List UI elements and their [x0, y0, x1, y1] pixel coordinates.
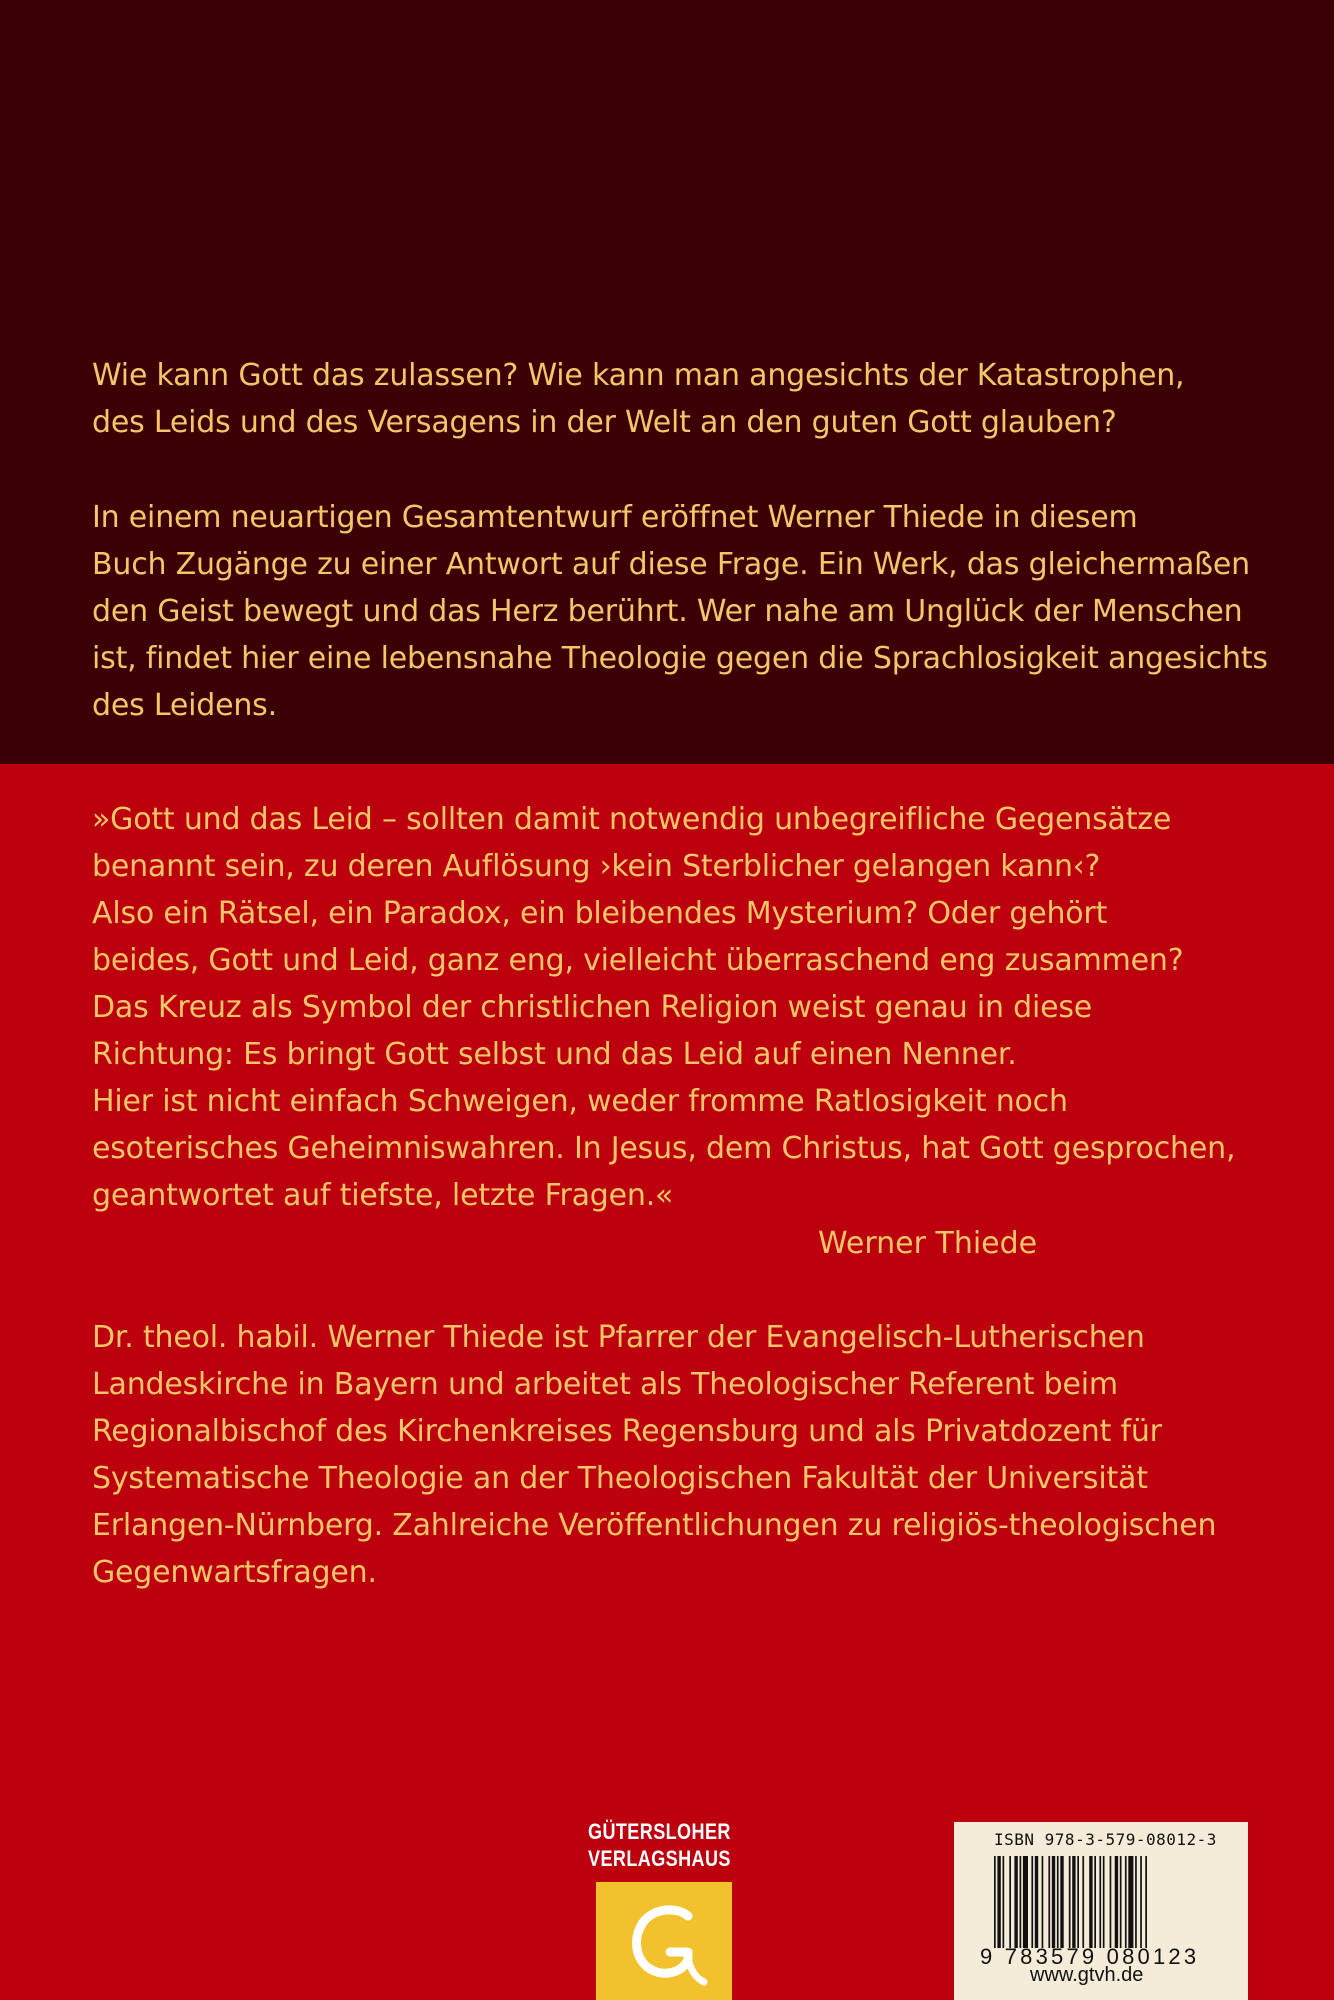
intro-description-line: des Leidens.: [92, 688, 277, 723]
intro-question-line: des Leids und des Versagens in der Welt an den guten Gott glauben?: [92, 405, 1117, 440]
quote-author: Werner Thiede: [818, 1226, 1038, 1261]
publisher-logo: [588, 1818, 748, 2000]
bio-line: Dr. theol. habil. Werner Thiede ist Pfarrer der Evangelisch-Lutherischen: [92, 1320, 1145, 1355]
quote-line: geantwortet auf tiefste, letzte Fragen.«: [92, 1178, 674, 1213]
quote-line: esoterisches Geheimniswahren. In Jesus, dem Christus, hat Gott gesprochen,: [92, 1131, 1236, 1166]
author-bio: [92, 1314, 1272, 1596]
barcode-digits: 9 783579 080123: [980, 1944, 1200, 1969]
quote-line: Das Kreuz als Symbol der christlichen Religion weist genau in diese: [92, 990, 1093, 1025]
publisher-name-line: VERLAGSHAUS: [588, 1846, 731, 1871]
bio-line: Landeskirche in Bayern und arbeitet als Theologischer Referent beim: [92, 1367, 1118, 1402]
publisher-url[interactable]: www.gtvh.de: [1030, 1964, 1144, 1986]
quote-line: Richtung: Es bringt Gott selbst und das Leid auf einen Nenner.: [92, 1037, 1017, 1072]
quote-line: benannt sein, zu deren Auflösung ›kein Sterblicher gelangen kann‹?: [92, 849, 1101, 884]
intro-description-line: den Geist bewegt und das Herz berührt. Wer nahe am Unglück der Menschen: [92, 594, 1243, 629]
quote-line: Hier ist nicht einfach Schweigen, weder fromme Ratlosigkeit noch: [92, 1084, 1068, 1119]
quote-line: Also ein Rätsel, ein Paradox, ein bleibendes Mysterium? Oder gehört: [92, 896, 1108, 931]
quote-line: »Gott und das Leid – sollten damit notwendig unbegreifliche Gegensätze: [92, 802, 1172, 837]
bio-line: Gegenwartsfragen.: [92, 1555, 377, 1590]
isbn-text: ISBN 978-3-579-08012-3: [994, 1830, 1217, 1849]
bio-line: Erlangen-Nürnberg. Zahlreiche Veröffentlichungen zu religiös-theologischen: [92, 1508, 1217, 1543]
barcode-icon: [994, 1856, 1212, 1948]
intro-description-line: In einem neuartigen Gesamtentwurf eröffnet Werner Thiede in diesem: [92, 500, 1138, 535]
author-quote: [92, 796, 1272, 1219]
intro-question: [92, 352, 1272, 446]
bio-line: Systematische Theologie an der Theologischen Fakultät der Universität: [92, 1461, 1148, 1496]
bio-line: Regionalbischof des Kirchenkreises Regensburg und als Privatdozent für: [92, 1414, 1162, 1449]
g-letter-logo-icon: [596, 1882, 732, 2000]
intro-question-line: Wie kann Gott das zulassen? Wie kann man angesichts der Katastrophen,: [92, 358, 1185, 393]
intro-description: [92, 494, 1272, 729]
publisher-name-line: GÜTERSLOHER: [588, 1819, 731, 1844]
publisher-name: [588, 1818, 731, 1872]
intro-description-line: Buch Zugänge zu einer Antwort auf diese Frage. Ein Werk, das gleichermaßen: [92, 547, 1250, 582]
intro-description-line: ist, findet hier eine lebensnahe Theologie gegen die Sprachlosigkeit angesichts: [92, 641, 1268, 676]
quote-line: beides, Gott und Leid, ganz eng, vielleicht überraschend eng zusammen?: [92, 943, 1184, 978]
